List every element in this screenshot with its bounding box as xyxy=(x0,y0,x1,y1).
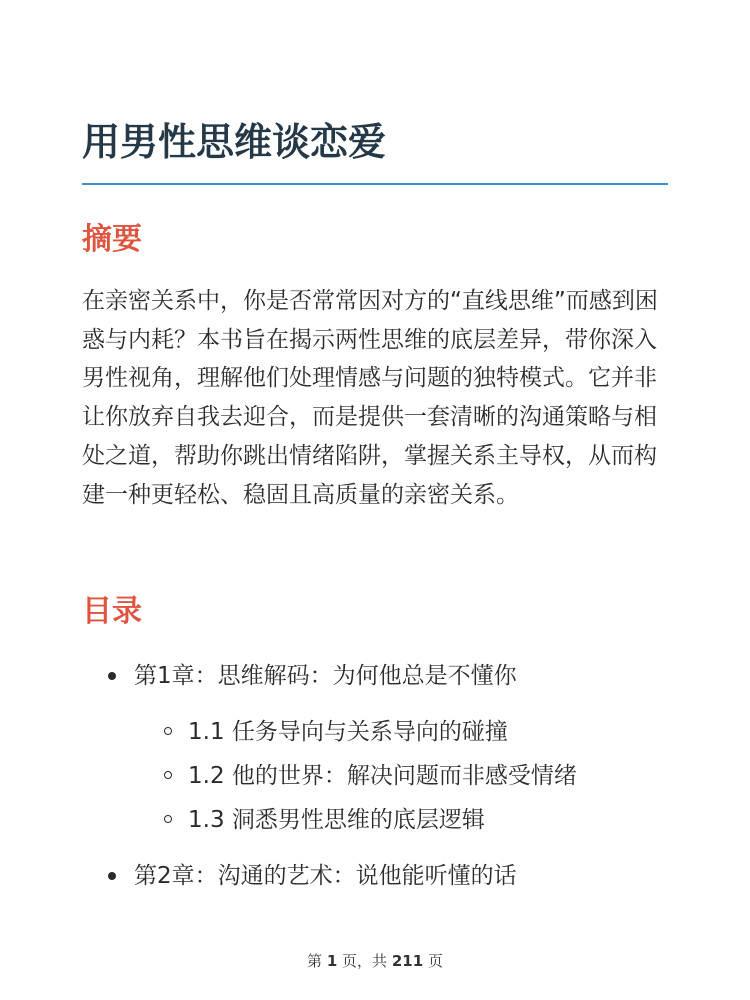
footer-total-pages: 211 xyxy=(391,952,424,970)
bullet-circle-icon xyxy=(164,727,172,735)
page-footer xyxy=(0,950,750,972)
toc-chapter-2[interactable] xyxy=(82,854,672,898)
toc-heading: 目录 xyxy=(82,594,142,629)
toc-section-label: 1.1 任务导向与关系导向的碰撞 xyxy=(188,719,508,745)
toc-chapter-1[interactable] xyxy=(82,654,672,698)
footer-current-page: 1 xyxy=(326,952,338,970)
footer-prefix: 第 xyxy=(307,952,323,970)
footer-suffix: 页 xyxy=(427,952,443,970)
document-title: 用男性思维谈恋爱 xyxy=(82,120,387,164)
toc-chapter-1-sections xyxy=(82,698,672,854)
toc-section-label: 1.3 洞悉男性思维的底层逻辑 xyxy=(188,807,485,833)
bullet-circle-icon xyxy=(164,815,172,823)
abstract-paragraph: 在亲密关系中，你是否常常因对方的“直线思维”而感到困惑与内耗？本书旨在揭示两性思维的底层差异，带你深入男性视角，理解他们处理情感与问题的独特模式。它并非让你放弃自我去迎合，而是提供一套清晰的沟通策略与相处之道，帮助你跳出情绪陷阱，掌握关系主导权，从而构建一种更轻松、稳固且高质量的亲密关系。 xyxy=(82,288,658,508)
bullet-dot-icon xyxy=(108,672,116,680)
toc-section-1-1[interactable] xyxy=(82,710,672,754)
toc-chapter-label: 第2章：沟通的艺术：说他能听懂的话 xyxy=(134,863,517,889)
toc-section-1-3[interactable] xyxy=(82,798,672,842)
toc-chapter-label: 第1章：思维解码：为何他总是不懂你 xyxy=(134,663,517,689)
title-divider xyxy=(82,183,668,185)
footer-middle: 页，共 xyxy=(342,952,388,970)
toc-section-label: 1.2 他的世界：解决问题而非感受情绪 xyxy=(188,763,577,789)
bullet-dot-icon xyxy=(108,872,116,880)
toc-section-1-2[interactable] xyxy=(82,754,672,798)
bullet-circle-icon xyxy=(164,771,172,779)
table-of-contents xyxy=(82,654,672,898)
abstract-heading: 摘要 xyxy=(82,222,142,257)
